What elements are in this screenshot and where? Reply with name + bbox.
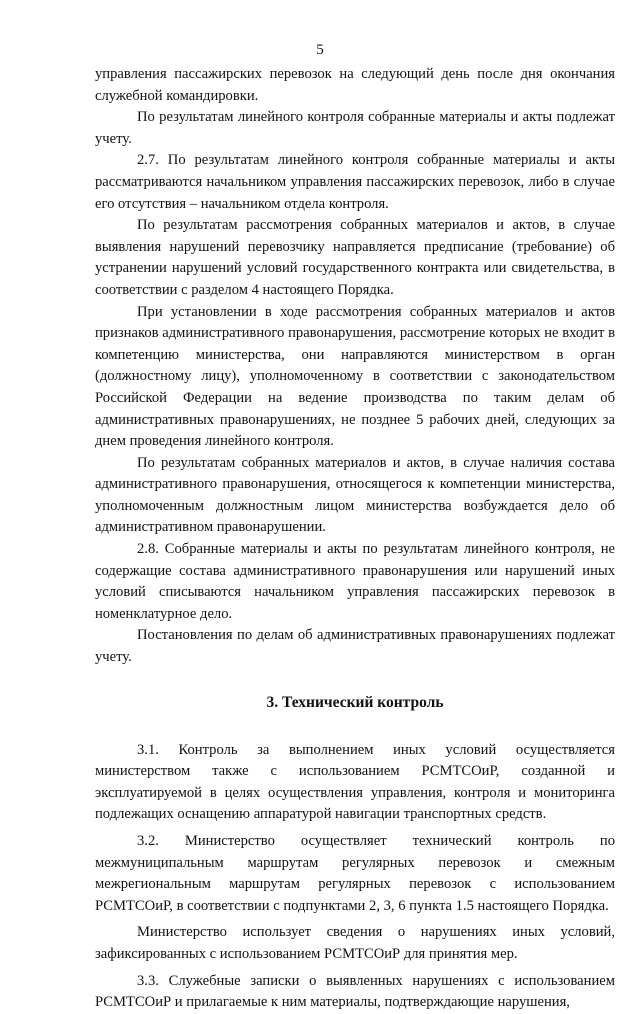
section-heading: 3. Технический контроль — [266, 693, 444, 711]
paragraph: По результатам линейного контроля собранные материалы и акты подлежат учету. — [95, 109, 615, 147]
paragraph: При установлении в ходе рассмотрения собранных материалов и актов признаков административного правонарушения, рассмотрение которых не входит в компетенцию министерства, они направляются министерством в орган (должностному лицу), уполномоченному в соответствии с законодательством Российской Федерации на ведение производства по таким делам об административных правонарушениях, не позднее 5 рабочих дней, следующих за днем проведения линейного контроля. — [95, 303, 615, 450]
paragraph: По результатам рассмотрения собранных материалов и актов, в случае выявления нарушений перевозчику направляется предписание (требование) об устранении нарушений условий государственного контракта или свидетельства, в соответствии с разделом 4 настоящего Порядка. — [95, 217, 615, 298]
paragraph-3-1: 3.1. Контроль за выполнением иных условий осуществляется министерством также с использованием РСМТСОиР, созданной и эксплуатируемой в целях осуществления управления, контроля и мониторинга подлежащих оснащению аппаратурой навигации транспортных средств. — [95, 741, 615, 823]
paragraph-continuation: управления пассажирских перевозок на следующий день после дня окончания служебной командировки. — [95, 66, 615, 104]
paragraph: По результатам собранных материалов и актов, в случае наличия состава административного правонарушения, относящегося к компетенции министерства, уполномоченным должностным лицом министерства возбуждается дело об административном правонарушении. — [95, 454, 615, 536]
paragraph-2-8: 2.8. Собранные материалы и акты по результатам линейного контроля, не содержащие состава административного правонарушения или нарушений иных условий списываются начальником управления пассажирских перевозок в номенклатурное дело. — [95, 541, 615, 622]
document-body — [95, 64, 615, 1014]
paragraph-2-7: 2.7. По результатам линейного контроля собранные материалы и акты рассматриваются начальником управления пассажирских перевозок, либо в случае его отсутствия – начальником отдела контроля. — [95, 152, 615, 212]
page-number: 5 — [316, 42, 324, 58]
paragraph: Министерство использует сведения о нарушениях иных условий, зафиксированных с использованием РСМТСОиР для принятия мер. — [95, 924, 615, 962]
paragraph-3-3: 3.3. Служебные записки о выявленных нарушениях с использованием РСМТСОиР и прилагаемые к ним материалы, подтверждающие нарушения, — [95, 972, 615, 1011]
paragraph: Постановления по делам об административных правонарушениях подлежат учету. — [95, 627, 615, 666]
paragraph-3-2: 3.2. Министерство осуществляет технический контроль по межмуниципальным маршрутам регулярных перевозок и смежным межрегиональным маршрутам регулярных перевозок с использованием РСМТСОиР, в соответствии с подпунктами 2, 3, 6 пункта 1.5 настоящего Порядка. — [95, 833, 615, 914]
